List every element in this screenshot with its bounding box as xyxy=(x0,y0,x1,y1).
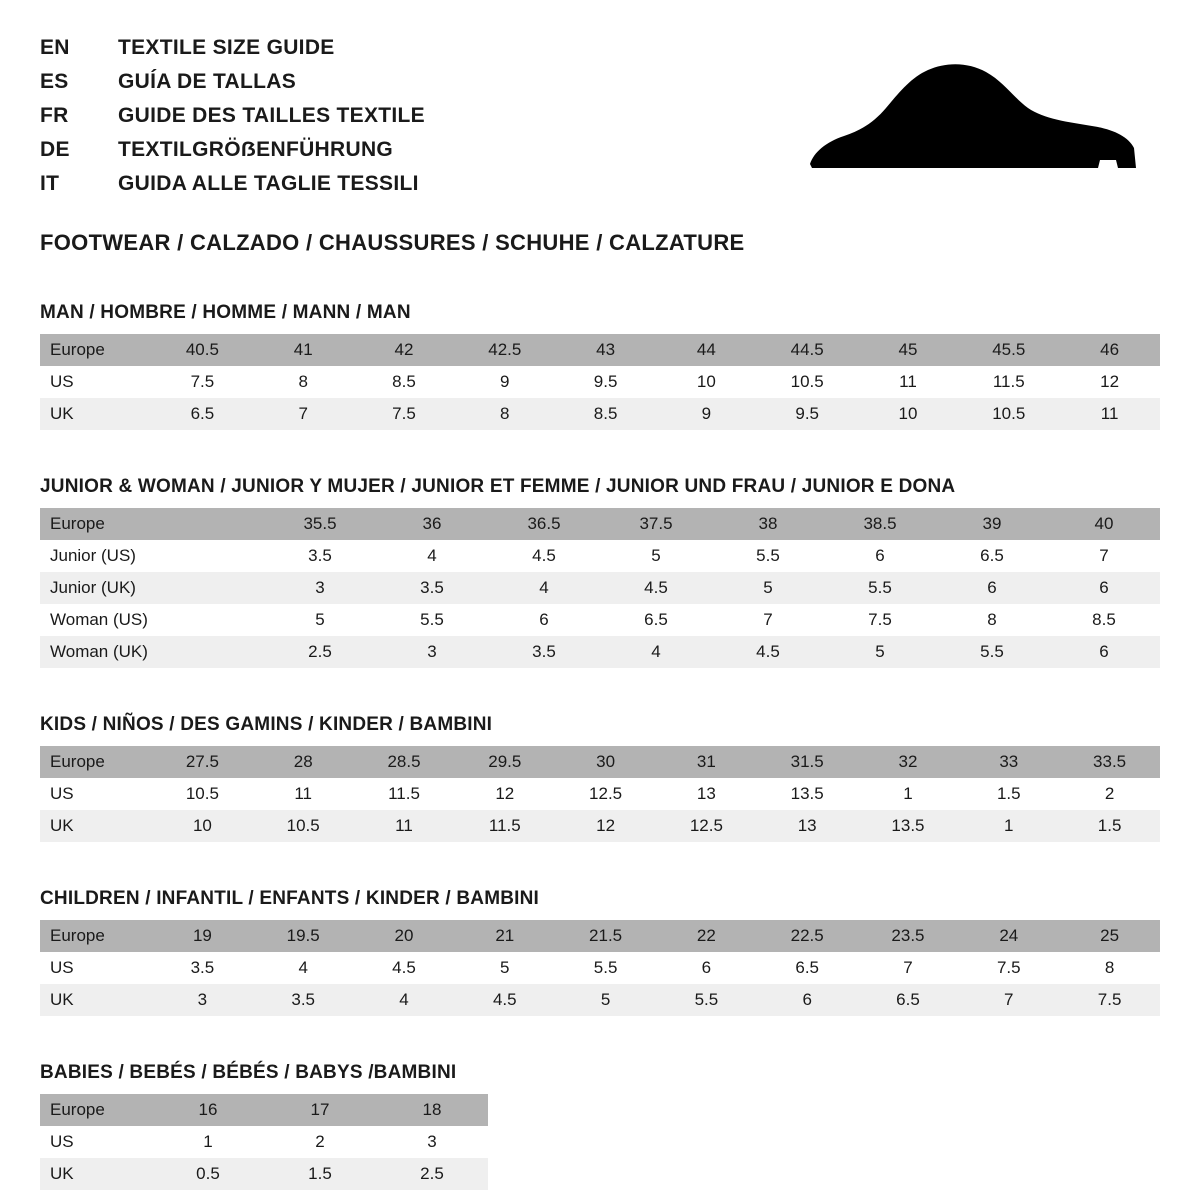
table-cell: 30 xyxy=(555,746,656,778)
section-babies xyxy=(40,1062,1160,1190)
language-title: GUIDE DES TAILLES TEXTILE xyxy=(118,104,425,127)
row-label: Woman (US) xyxy=(40,604,152,636)
row-label: Europe xyxy=(40,508,152,540)
table-cell xyxy=(152,604,264,636)
table-cell: 4 xyxy=(376,540,488,572)
table-cell xyxy=(152,540,264,572)
table-cell: 10 xyxy=(858,398,959,430)
table-cell: 5.5 xyxy=(936,636,1048,668)
table-cell: 19.5 xyxy=(253,920,354,952)
table-cell: 8.5 xyxy=(354,366,455,398)
table-cell: 40 xyxy=(1048,508,1160,540)
table-cell: 22.5 xyxy=(757,920,858,952)
page-header xyxy=(40,36,1160,206)
table-cell: 9 xyxy=(454,366,555,398)
table-cell: 21.5 xyxy=(555,920,656,952)
table-row xyxy=(40,398,1160,430)
table-cell: 11 xyxy=(858,366,959,398)
table-cell: 7 xyxy=(1048,540,1160,572)
table-row xyxy=(40,1126,488,1158)
table-row xyxy=(40,508,1160,540)
language-code: DE xyxy=(40,138,70,161)
table-cell: 10.5 xyxy=(958,398,1059,430)
table-cell: 6 xyxy=(1048,572,1160,604)
table-cell: 8 xyxy=(454,398,555,430)
table-row xyxy=(40,572,1160,604)
row-label: Junior (UK) xyxy=(40,572,152,604)
table-cell: 9.5 xyxy=(757,398,858,430)
table-cell: 10 xyxy=(152,810,253,842)
table-cell: 3 xyxy=(376,636,488,668)
table-cell: 36 xyxy=(376,508,488,540)
table-cell: 5 xyxy=(555,984,656,1016)
language-row xyxy=(40,138,425,172)
table-cell: 12.5 xyxy=(656,810,757,842)
table-row xyxy=(40,1158,488,1190)
table-cell: 42.5 xyxy=(454,334,555,366)
row-label: UK xyxy=(40,398,152,430)
table-cell: 12 xyxy=(555,810,656,842)
table-cell: 5 xyxy=(600,540,712,572)
table-cell: 7 xyxy=(253,398,354,430)
table-cell: 3 xyxy=(376,1126,488,1158)
table-row xyxy=(40,920,1160,952)
table-cell: 6.5 xyxy=(152,398,253,430)
table-cell: 10.5 xyxy=(253,810,354,842)
table-cell: 3.5 xyxy=(253,984,354,1016)
table-cell: 13 xyxy=(757,810,858,842)
table-cell: 7.5 xyxy=(824,604,936,636)
table-cell: 2.5 xyxy=(264,636,376,668)
section-title: CHILDREN / INFANTIL / ENFANTS / KINDER / BAMBINI xyxy=(40,888,540,909)
table-cell: 1.5 xyxy=(958,778,1059,810)
table-cell: 2 xyxy=(1059,778,1160,810)
section-title: MAN / HOMBRE / HOMME / MANN / MAN xyxy=(40,302,411,323)
language-row xyxy=(40,104,425,138)
table-cell: 5 xyxy=(712,572,824,604)
table-cell: 1.5 xyxy=(1059,810,1160,842)
language-code: EN xyxy=(40,36,70,59)
table-cell: 4.5 xyxy=(600,572,712,604)
table-cell: 10 xyxy=(656,366,757,398)
row-label: US xyxy=(40,952,152,984)
dress-shoe-icon xyxy=(800,36,1160,196)
table-row xyxy=(40,604,1160,636)
row-label: US xyxy=(40,1126,152,1158)
language-title: GUIDA ALLE TAGLIE TESSILI xyxy=(118,172,419,195)
table-cell: 5 xyxy=(264,604,376,636)
table-cell: 3 xyxy=(264,572,376,604)
table-cell: 2.5 xyxy=(376,1158,488,1190)
table-cell: 13 xyxy=(656,778,757,810)
table-cell: 9 xyxy=(656,398,757,430)
table-cell: 7.5 xyxy=(354,398,455,430)
table-cell: 6.5 xyxy=(600,604,712,636)
table-cell: 7.5 xyxy=(152,366,253,398)
row-label: US xyxy=(40,778,152,810)
table-cell: 1 xyxy=(958,810,1059,842)
row-label: UK xyxy=(40,1158,152,1190)
table-cell: 6 xyxy=(936,572,1048,604)
table-cell: 3.5 xyxy=(488,636,600,668)
table-cell: 4.5 xyxy=(454,984,555,1016)
size-table xyxy=(40,508,1160,668)
row-label: Europe xyxy=(40,920,152,952)
table-cell: 35.5 xyxy=(264,508,376,540)
table-cell: 11.5 xyxy=(958,366,1059,398)
table-cell: 3.5 xyxy=(152,952,253,984)
table-cell: 1 xyxy=(858,778,959,810)
table-cell: 4.5 xyxy=(488,540,600,572)
table-cell: 33 xyxy=(958,746,1059,778)
table-cell: 3 xyxy=(152,984,253,1016)
table-cell: 45.5 xyxy=(958,334,1059,366)
table-cell: 44 xyxy=(656,334,757,366)
table-cell: 21 xyxy=(454,920,555,952)
table-cell: 12.5 xyxy=(555,778,656,810)
table-cell: 2 xyxy=(264,1126,376,1158)
table-row xyxy=(40,952,1160,984)
table-cell: 11 xyxy=(1059,398,1160,430)
table-cell: 29.5 xyxy=(454,746,555,778)
table-cell: 8.5 xyxy=(1048,604,1160,636)
table-row xyxy=(40,810,1160,842)
table-row xyxy=(40,636,1160,668)
table-cell: 7.5 xyxy=(958,952,1059,984)
table-cell: 31.5 xyxy=(757,746,858,778)
table-cell: 6 xyxy=(488,604,600,636)
row-label: Junior (US) xyxy=(40,540,152,572)
row-label: Woman (UK) xyxy=(40,636,152,668)
table-cell: 5.5 xyxy=(824,572,936,604)
table-cell: 18 xyxy=(376,1094,488,1126)
table-cell: 5.5 xyxy=(555,952,656,984)
category-title: FOOTWEAR / CALZADO / CHAUSSURES / SCHUHE / CALZATURE xyxy=(40,230,745,255)
language-row xyxy=(40,36,425,70)
table-cell: 11.5 xyxy=(454,810,555,842)
row-label: Europe xyxy=(40,1094,152,1126)
section-title: BABIES / BEBÉS / BÉBÉS / BABYS /BAMBINI xyxy=(40,1062,457,1083)
table-cell: 6 xyxy=(824,540,936,572)
table-cell: 22 xyxy=(656,920,757,952)
table-cell: 8.5 xyxy=(555,398,656,430)
table-cell: 24 xyxy=(958,920,1059,952)
section-man xyxy=(40,302,1160,430)
table-cell: 19 xyxy=(152,920,253,952)
table-cell: 12 xyxy=(1059,366,1160,398)
table-cell: 4 xyxy=(488,572,600,604)
table-cell: 6 xyxy=(1048,636,1160,668)
table-cell: 36.5 xyxy=(488,508,600,540)
table-cell: 4 xyxy=(354,984,455,1016)
table-cell: 43 xyxy=(555,334,656,366)
table-cell: 42 xyxy=(354,334,455,366)
table-cell: 5 xyxy=(824,636,936,668)
table-cell: 20 xyxy=(354,920,455,952)
table-row xyxy=(40,366,1160,398)
table-cell: 25 xyxy=(1059,920,1160,952)
table-cell: 4 xyxy=(600,636,712,668)
table-cell: 11 xyxy=(253,778,354,810)
table-cell: 28.5 xyxy=(354,746,455,778)
row-label: UK xyxy=(40,984,152,1016)
table-cell: 46 xyxy=(1059,334,1160,366)
table-cell: 27.5 xyxy=(152,746,253,778)
table-row xyxy=(40,1094,488,1126)
table-cell: 33.5 xyxy=(1059,746,1160,778)
table-row xyxy=(40,984,1160,1016)
table-cell: 6 xyxy=(656,952,757,984)
section-title: KIDS / NIÑOS / DES GAMINS / KINDER / BAMBINI xyxy=(40,714,493,735)
table-cell: 7 xyxy=(712,604,824,636)
table-cell: 7 xyxy=(858,952,959,984)
size-table xyxy=(40,1094,488,1190)
table-cell: 1.5 xyxy=(264,1158,376,1190)
language-code: ES xyxy=(40,70,69,93)
table-cell: 39 xyxy=(936,508,1048,540)
table-cell: 3.5 xyxy=(264,540,376,572)
table-cell: 6.5 xyxy=(858,984,959,1016)
language-title-list xyxy=(40,36,425,206)
table-cell: 17 xyxy=(264,1094,376,1126)
table-cell: 3.5 xyxy=(376,572,488,604)
size-table xyxy=(40,746,1160,842)
table-row xyxy=(40,334,1160,366)
table-cell: 8 xyxy=(1059,952,1160,984)
table-cell: 44.5 xyxy=(757,334,858,366)
table-cell: 5 xyxy=(454,952,555,984)
table-row xyxy=(40,540,1160,572)
table-cell: 9.5 xyxy=(555,366,656,398)
language-code: IT xyxy=(40,172,60,195)
table-row xyxy=(40,778,1160,810)
table-cell: 16 xyxy=(152,1094,264,1126)
table-cell: 5.5 xyxy=(376,604,488,636)
table-cell xyxy=(152,636,264,668)
row-label: Europe xyxy=(40,334,152,366)
table-cell: 31 xyxy=(656,746,757,778)
table-cell: 5.5 xyxy=(712,540,824,572)
table-cell: 32 xyxy=(858,746,959,778)
row-label: Europe xyxy=(40,746,152,778)
section-junior-woman xyxy=(40,476,1160,668)
table-cell: 13.5 xyxy=(858,810,959,842)
table-cell: 37.5 xyxy=(600,508,712,540)
table-cell xyxy=(152,572,264,604)
table-cell: 10.5 xyxy=(152,778,253,810)
table-cell: 11 xyxy=(354,810,455,842)
table-cell: 6.5 xyxy=(757,952,858,984)
section-children xyxy=(40,888,1160,1016)
table-cell: 7.5 xyxy=(1059,984,1160,1016)
table-cell xyxy=(152,508,264,540)
section-title: JUNIOR & WOMAN / JUNIOR Y MUJER / JUNIOR ET FEMME / JUNIOR UND FRAU / JUNIOR E DONA xyxy=(40,476,956,497)
section-kids xyxy=(40,714,1160,842)
table-cell: 5.5 xyxy=(656,984,757,1016)
language-code: FR xyxy=(40,104,69,127)
size-table xyxy=(40,334,1160,430)
table-cell: 11.5 xyxy=(354,778,455,810)
table-cell: 4.5 xyxy=(354,952,455,984)
table-cell: 40.5 xyxy=(152,334,253,366)
table-cell: 28 xyxy=(253,746,354,778)
table-cell: 41 xyxy=(253,334,354,366)
table-cell: 10.5 xyxy=(757,366,858,398)
table-cell: 45 xyxy=(858,334,959,366)
table-cell: 6 xyxy=(757,984,858,1016)
table-cell: 4 xyxy=(253,952,354,984)
language-row xyxy=(40,172,425,206)
table-cell: 38.5 xyxy=(824,508,936,540)
language-title: TEXTILGRÖẞENFÜHRUNG xyxy=(118,138,394,161)
row-label: UK xyxy=(40,810,152,842)
table-cell: 4.5 xyxy=(712,636,824,668)
table-cell: 13.5 xyxy=(757,778,858,810)
language-title: TEXTILE SIZE GUIDE xyxy=(118,36,335,59)
table-row xyxy=(40,746,1160,778)
table-cell: 1 xyxy=(152,1126,264,1158)
row-label: US xyxy=(40,366,152,398)
table-cell: 6.5 xyxy=(936,540,1048,572)
table-cell: 23.5 xyxy=(858,920,959,952)
table-cell: 8 xyxy=(253,366,354,398)
table-cell: 7 xyxy=(958,984,1059,1016)
table-cell: 38 xyxy=(712,508,824,540)
table-cell: 12 xyxy=(454,778,555,810)
language-title: GUÍA DE TALLAS xyxy=(118,70,297,93)
size-table xyxy=(40,920,1160,1016)
language-row xyxy=(40,70,425,104)
table-cell: 8 xyxy=(936,604,1048,636)
table-cell: 0.5 xyxy=(152,1158,264,1190)
